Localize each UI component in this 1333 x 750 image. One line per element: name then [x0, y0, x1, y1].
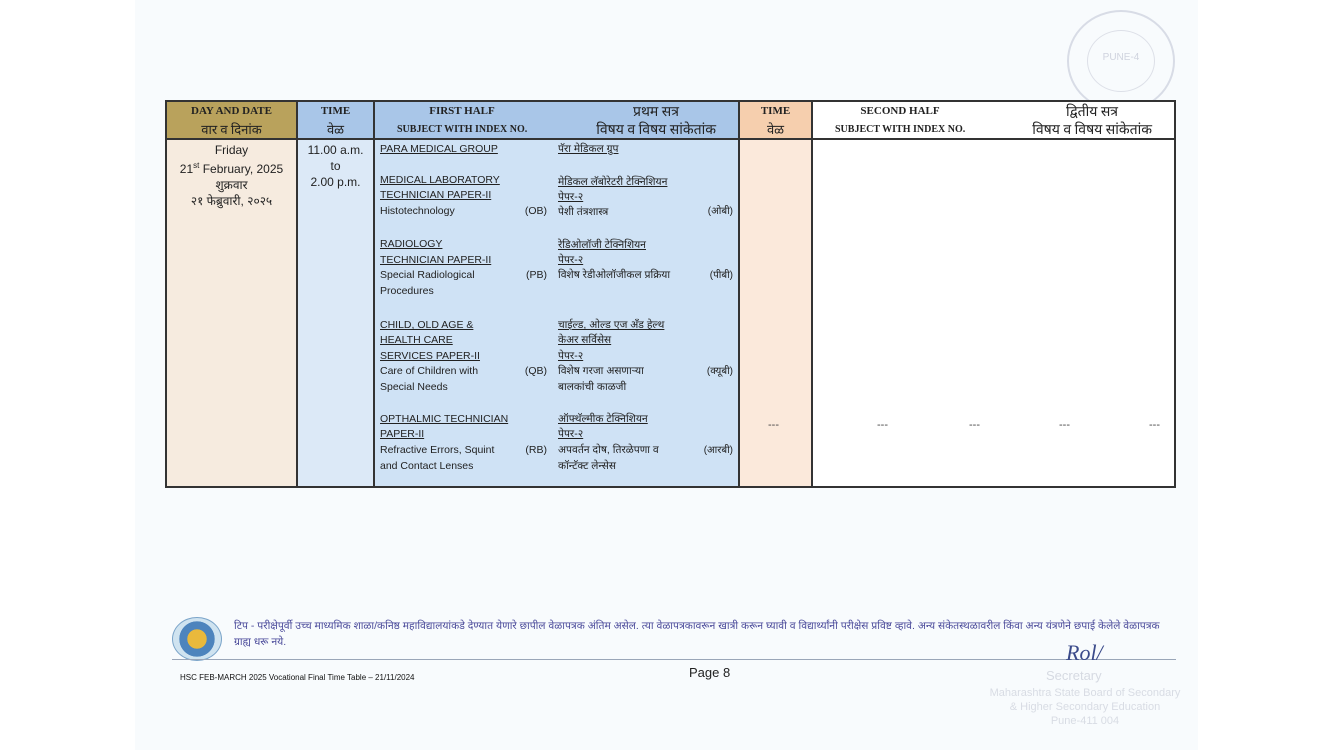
day-name: Friday [214, 143, 249, 157]
subject-title-en: TECHNICIAN PAPER-II [380, 254, 492, 266]
document-filename: HSC FEB-MARCH 2025 Vocational Final Time Table – 21/11/2024 [180, 673, 415, 682]
subject-title-mr: पेपर-२ [558, 428, 584, 440]
subject-name-en: Histotechnology [380, 205, 455, 217]
subject-title-en: RADIOLOGY [380, 238, 443, 250]
time2-header-mr: वेळ [740, 120, 811, 140]
subject-code-mr: (ओबी) [707, 206, 733, 217]
subject-name-en: Special Radiological [380, 269, 475, 281]
empty-dash: --- [1149, 419, 1160, 431]
first-half-title-en: FIRST HALF [429, 105, 495, 117]
subject-name-mr: विशेष रेडीओलॉजीकल प्रक्रिया [558, 269, 671, 281]
subject-title-en: OPTHALMIC TECHNICIAN [380, 413, 509, 425]
subject-code: (RB) [525, 444, 547, 456]
subject-title-en: TECHNICIAN PAPER-II [380, 189, 492, 201]
second-sub-en: SUBJECT WITH INDEX NO. [835, 123, 966, 135]
board-line: Maharashtra State Board of Secondary [989, 687, 1181, 699]
time-header-en: TIME [298, 102, 373, 121]
timetable [165, 100, 1176, 488]
empty-dash: --- [969, 419, 980, 431]
time2-header-en: TIME [740, 102, 811, 121]
subject-name-mr: विशेष गरजा असणाऱ्या [558, 365, 644, 377]
subject-name-mr: कॉन्टॅक्ट लेन्सेस [558, 460, 616, 472]
subject-title-mr: रेडिओलॉजी टेक्निशियन [558, 239, 647, 251]
seal-text: PUNE-4 [1102, 52, 1140, 63]
subject-code: (OB) [524, 205, 547, 217]
subject-name-en: Procedures [380, 285, 434, 297]
first-half-title-mr: प्रथम सत्र [633, 104, 679, 120]
second-half-subheader [813, 120, 1174, 140]
subject-name-mr: बालकांची काळजी [558, 381, 627, 393]
time-cell [298, 142, 373, 190]
second-half-column [813, 102, 1174, 486]
time-end: 2.00 p.m. [310, 175, 361, 189]
subject-title-mr: मेडिकल लॅबोरेटरी टेक्निशियन [558, 176, 668, 188]
subject-title-mr: पेपर-२ [558, 350, 584, 362]
day-date-cell [167, 142, 296, 209]
footer-divider [172, 659, 1176, 660]
footer-note: टिप - परीक्षेपूर्वी उच्च माध्यमिक शाळा/कनिष्ठ महाविद्यालयांकडे देण्यात येणारे छापील वेळापत्रक अंतिम असेल. त्या वेळापत्रकावरून खात्री करून घ्यावी व विद्यार्थ्यांनी परीक्षेस प्रविष्ट व्हावे. अन्य संकेतस्थळावरील किंवा अन्य यंत्रणेने छपाई केलेले वेळापत्रक ग्राह्य धरू नये. [234, 620, 1160, 648]
day-column [167, 102, 298, 486]
subject-name-mr: पेशी तंत्रशास्त्र [558, 206, 609, 218]
first-sub-en: SUBJECT WITH INDEX NO. [397, 123, 528, 135]
subject-title-en: SERVICES PAPER-II [380, 350, 480, 362]
empty-dash: --- [1059, 419, 1070, 431]
group-title-mr: पॅरा मेडिकल ग्रुप [558, 143, 619, 155]
subject-title-mr: चाईल्ड, ओल्ड एज अँड हेल्थ [558, 319, 665, 331]
day-header-mr: वार व दिनांक [167, 120, 296, 140]
subject-name-en: Special Needs [380, 381, 448, 393]
first-half-subheader [375, 120, 738, 140]
group-title-en: PARA MEDICAL GROUP [380, 143, 498, 155]
subject-name-mr: अपवर्तन दोष, तिरळेपणा व [558, 444, 659, 456]
first-half-column [375, 102, 740, 486]
subject-code-mr: (क्यूबी) [706, 366, 733, 377]
subject-title-en: MEDICAL LABORATORY [380, 174, 500, 186]
first-half-header [375, 102, 738, 121]
second-half-title-en: SECOND HALF [860, 105, 940, 117]
second-half-header [813, 102, 1174, 121]
subject-title-mr: ऑफ्थॅल्मीक टेक्निशियन [558, 413, 648, 425]
secretary-label: Secretary [1046, 668, 1102, 683]
day-name-mr: शुक्रवार [215, 178, 248, 192]
time-header-mr: वेळ [298, 120, 373, 140]
board-name-stamp [975, 686, 1195, 728]
page-number: Page 8 [689, 665, 731, 680]
board-seal-stamp [1067, 10, 1175, 112]
subject-title-en: PAPER-II [380, 428, 425, 440]
empty-dash: --- [768, 419, 779, 431]
second-sub-mr: विषय व विषय सांकेतांक [1032, 122, 1152, 138]
empty-dash: --- [877, 419, 888, 431]
subject-code-mr: (पीबी) [709, 270, 733, 281]
subject-name-en: Care of Children with [380, 365, 479, 377]
board-line: Pune-411 004 [1050, 715, 1120, 727]
date-en: 21st February, 2025 [179, 161, 284, 176]
subject-code: (PB) [526, 269, 547, 281]
signature: Rol/ [1066, 640, 1103, 665]
subject-title-mr: केअर सर्विसेस [558, 334, 612, 346]
subject-title-mr: पेपर-२ [558, 254, 584, 266]
first-sub-mr: विषय व विषय सांकेतांक [596, 122, 716, 138]
second-time-column [740, 102, 813, 486]
time-column [298, 102, 375, 486]
day-header-en: DAY AND DATE [167, 102, 296, 121]
time-start: 11.00 a.m. [307, 143, 364, 157]
date-mr: २१ फेब्रुवारी, २०२५ [190, 194, 273, 208]
subject-code-mr: (आरबी) [703, 445, 733, 456]
board-line: & Higher Secondary Education [1009, 701, 1161, 713]
subject-name-en: and Contact Lenses [380, 460, 474, 472]
time-to: to [330, 159, 341, 173]
second-half-title-mr: द्वितीय सत्र [1065, 104, 1119, 120]
board-logo [172, 617, 222, 661]
subject-code: (QB) [524, 365, 547, 377]
subject-title-en: CHILD, OLD AGE & [380, 319, 474, 331]
subject-name-en: Refractive Errors, Squint [380, 444, 495, 456]
subject-title-en: HEALTH CARE [380, 334, 453, 346]
subject-title-mr: पेपर-२ [558, 191, 584, 203]
